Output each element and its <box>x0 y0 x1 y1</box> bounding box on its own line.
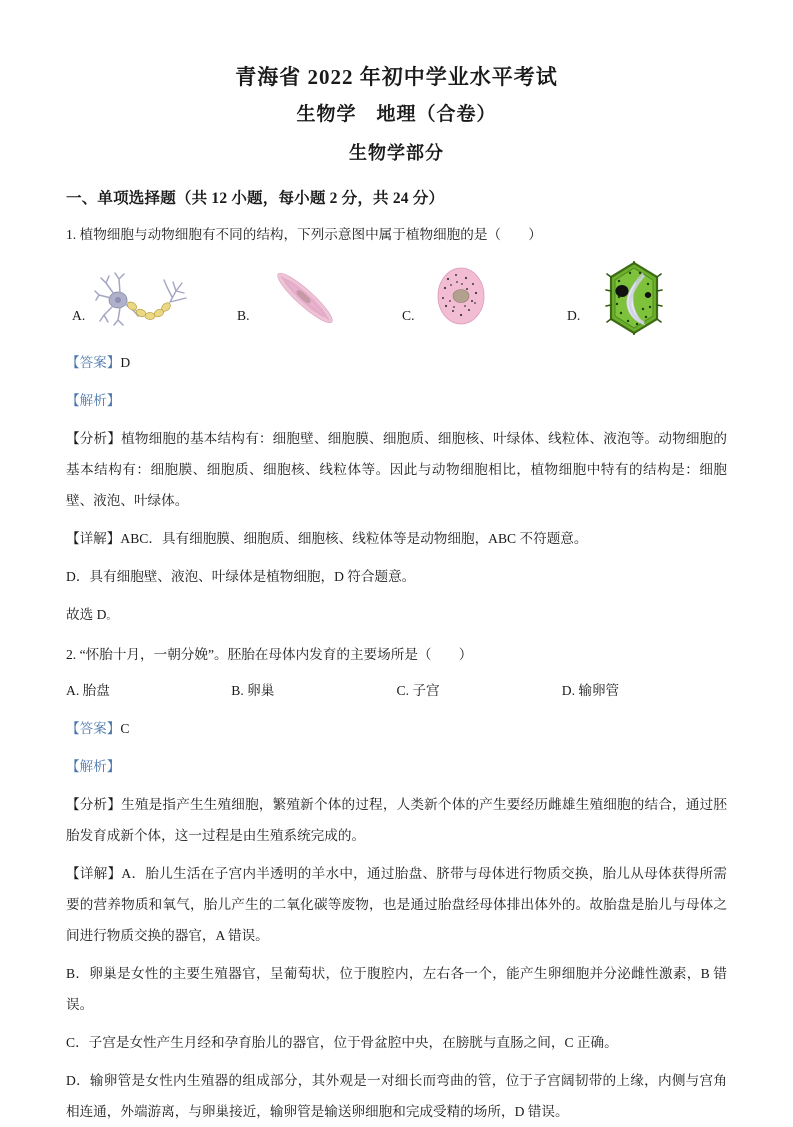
fenxi-label: 【分析】 <box>66 431 122 446</box>
detail-paragraph: D．具有细胞壁、液泡、叶绿体是植物细胞，D 符合题意。 <box>66 569 416 584</box>
option-d-label: 输卵管 <box>578 683 620 698</box>
content-body <box>66 186 727 1127</box>
question-number: 1. <box>66 227 77 242</box>
analysis-label-line <box>66 752 727 782</box>
option-b[interactable] <box>231 262 396 340</box>
plant-cell-figure <box>603 261 665 340</box>
option-a-label: 胎盘 <box>82 683 110 698</box>
detail-paragraph: B．卵巢是女性的主要生殖器官，呈葡萄状，位于腹腔内，左右各一个，能产生卵细胞并分泌雌性激素，B 错误。 <box>66 966 727 1012</box>
question-block-2 <box>66 640 727 1127</box>
question-stem <box>66 220 727 250</box>
option-a[interactable] <box>66 676 231 706</box>
answer-label: 【答案】 <box>66 721 121 736</box>
conclusion-text: 故选 D <box>66 607 107 622</box>
xiangjie-label: 【详解】 <box>66 866 122 881</box>
animal-cell-figure <box>432 265 490 332</box>
question-stem <box>66 640 727 670</box>
xiangjie-label: 【详解】 <box>66 531 121 546</box>
analysis-label: 【解析】 <box>66 759 121 774</box>
option-c[interactable] <box>396 262 561 340</box>
option-b[interactable] <box>231 676 396 706</box>
conclusion-line <box>66 599 727 632</box>
question-text: 植物细胞与动物细胞有不同的结构，下列示意图中属于植物细胞的是（ ） <box>79 227 542 242</box>
fenxi-label: 【分析】 <box>66 797 122 812</box>
neuron-cell-figure <box>94 267 194 334</box>
analysis-label: 【解析】 <box>66 393 121 408</box>
detail-paragraph <box>66 858 727 951</box>
option-b-label: 卵巢 <box>247 683 275 698</box>
part-title: 生物学部分 <box>349 143 444 163</box>
document-title-block <box>0 0 793 172</box>
option-b-letter: B. <box>231 683 244 698</box>
answer-value: C <box>120 721 130 736</box>
option-d-letter: D. <box>561 683 575 698</box>
option-d[interactable] <box>561 262 727 340</box>
detail-paragraph: D．输卵管是女性内生殖器的组成部分，其外观是一对细长而弯曲的管，位于子宫阔韧带的上缘，内侧与宫角相连通，外端游离，与卵巢接近，输卵管是输送卵细胞和完成受精的场所，D 错误。 <box>66 1073 727 1119</box>
subject-title: 生物学 地理（合卷） <box>296 104 497 125</box>
option-c-label: 子宫 <box>412 683 440 698</box>
analysis-paragraph <box>66 789 727 851</box>
option-c-letter: C. <box>402 308 415 323</box>
conclusion-period: 。 <box>106 611 117 622</box>
analysis-paragraph <box>66 423 727 516</box>
question-number: 2. <box>66 647 77 662</box>
question-text: “怀胎十月，一朝分娩”。胚胎在母体内发育的主要场所是（ ） <box>79 647 473 662</box>
section-heading: 一、单项选择题（共 12 小题，每小题 2 分，共 24 分） <box>66 190 445 207</box>
option-d-letter: D. <box>567 308 581 323</box>
analysis-label-line <box>66 386 727 416</box>
fenxi-text: 植物细胞的基本结构有：细胞壁、细胞膜、细胞质、细胞核、叶绿体、线粒体、液泡等。动物细胞的基本结构有：细胞膜、细胞质、细胞核、线粒体等。因此与动物细胞相比，植物细胞中特有的结构是：细胞壁、液泡、叶绿体。 <box>66 431 728 508</box>
fenxi-text: 生殖是指产生生殖细胞，繁殖新个体的过程，人类新个体的产生要经历雌雄生殖细胞的结合，通过胚胎发育成新个体，这一过程是由生殖系统完成的。 <box>66 797 728 843</box>
xiangjie-text: ABC．具有细胞膜、细胞质、细胞核、线粒体等是动物细胞，ABC 不符题意。 <box>120 531 588 546</box>
answer-line <box>66 348 727 378</box>
option-figure-row <box>66 262 727 340</box>
answer-value: D <box>120 355 131 370</box>
page-title: 青海省 2022 年初中学业水平考试 <box>235 65 558 89</box>
answer-label: 【答案】 <box>66 355 121 370</box>
detail-paragraph: C．子宫是女性产生月经和孕育胎儿的器官，位于骨盆腔中央，在膀胱与直肠之间，C 正确。 <box>66 1035 618 1050</box>
answer-line <box>66 714 727 744</box>
detail-paragraph <box>66 523 727 554</box>
option-d[interactable] <box>562 676 727 706</box>
muscle-cell-figure <box>267 263 343 338</box>
question-block-1 <box>66 220 727 632</box>
option-a-letter: A. <box>72 308 86 323</box>
option-a-letter: A. <box>66 683 80 698</box>
option-b-letter: B. <box>237 308 250 323</box>
option-text-row <box>66 676 727 706</box>
option-c-letter: C. <box>396 683 409 698</box>
option-c[interactable] <box>397 676 562 706</box>
option-a[interactable] <box>66 262 231 340</box>
xiangjie-text: A．胎儿生活在子宫内半透明的羊水中，通过胎盘、脐带与母体进行物质交换，胎儿从母体获得所需要的营养物质和氧气，胎儿产生的二氧化碳等废物，也是通过胎盘经母体排出体外的。故胎盘是胎儿与母体之间进行物质交换的器官，A 错误。 <box>66 866 727 943</box>
